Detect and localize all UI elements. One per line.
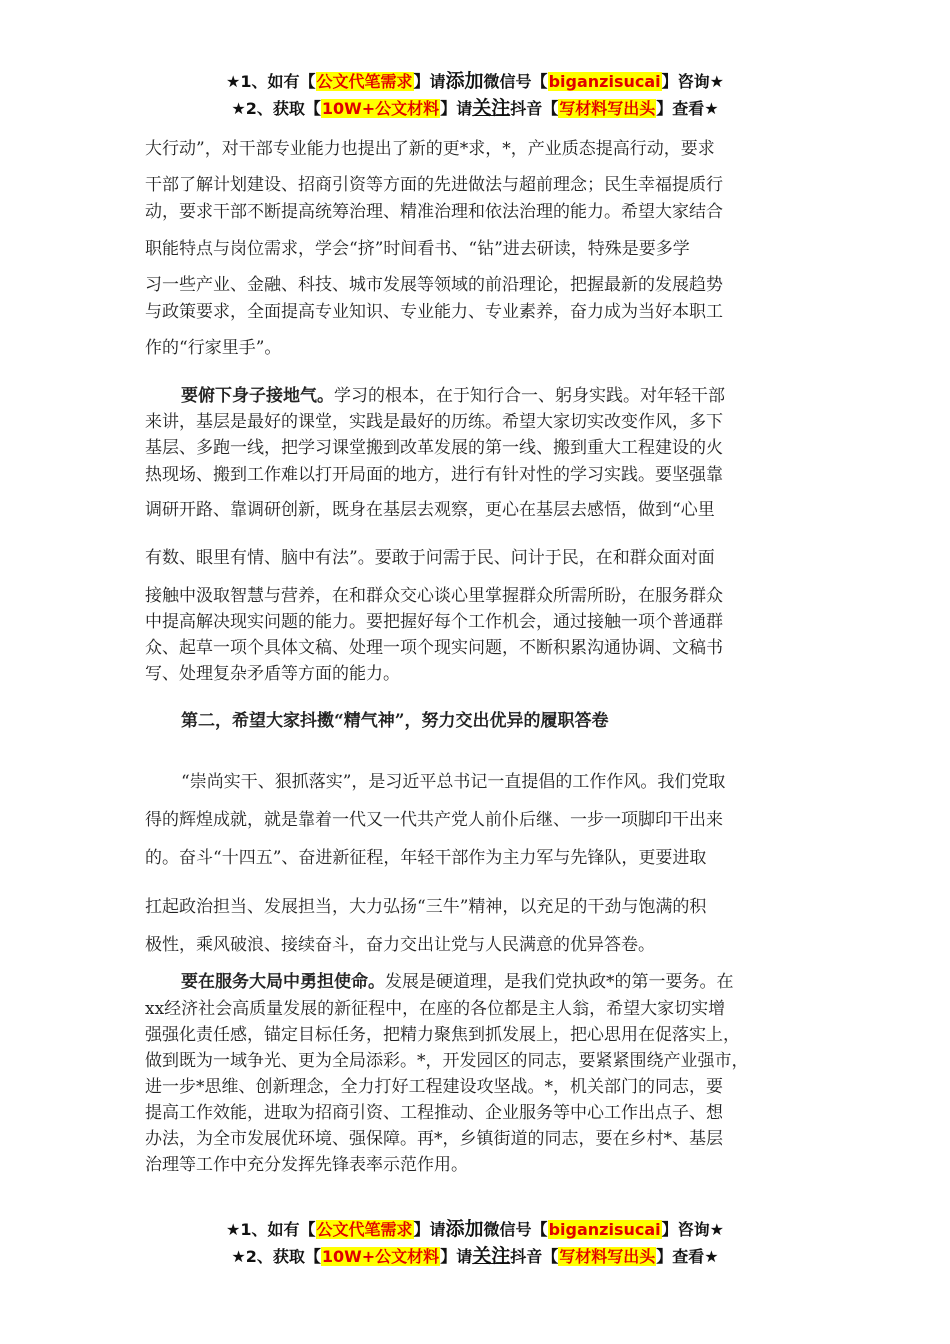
text-line [145,197,723,222]
banner-text: 】查看★ [656,1247,719,1266]
bold-lead: 要俯下身子接地气。 [181,386,334,406]
banner-text: 】请 [440,99,473,118]
line-text: 调研开路、靠调研创新，既身在基层去观察，更心在基层去感悟，做到“心里 [145,500,715,520]
line-text: 众、起草一项个具体文稿、处理一项个现实问题，不断积累沟通协调、文稿书 [145,638,723,658]
banner-line-1 [0,68,950,95]
line-text: 动，要求干部不断提高统筹治理、精准治理和依法治理的能力。希望大家结合 [145,202,723,222]
banner-text: 】查看★ [656,99,719,118]
banner-line-2 [0,95,950,122]
line-text: 学习的根本，在于知行合一、躬身实践。对年轻干部 [334,386,725,406]
footer-banner [0,1216,950,1270]
header-banner [0,68,950,122]
line-text: 写、处理复杂矛盾等方面的能力。 [145,664,400,684]
banner-text: ★1、如有【 [226,72,316,91]
text-line [145,659,400,684]
line-text: 来讲，基层是最好的课堂，实践是最好的历练。希望大家切实改变作风，多下 [145,412,723,432]
line-text: 进一步*思维、创新理念，全力打好工程建设攻坚战。*，机关部门的同志，要 [145,1077,723,1097]
text-line [181,767,725,792]
text-line [145,333,281,358]
banner-text: 微信号【 [483,1220,548,1239]
line-text: 热现场、搬到工作难以打开局面的地方，进行有针对性的学习实践。要坚强靠 [145,465,723,485]
banner-text: ★2、获取【 [231,99,321,118]
text-line [145,1150,468,1175]
text-line [145,1020,740,1045]
line-text: 作的“行家里手”。 [145,338,282,358]
text-line [145,892,706,917]
text-line [145,1098,723,1123]
text-line [145,297,723,322]
text-line [145,495,715,520]
highlight-service: 公文代笔需求 [316,72,413,91]
banner-text: 】咨询★ [661,1220,724,1239]
text-line [181,381,725,406]
line-text: 有数、眼里有情、脑中有法”。要敢于问需于民、问计于民，在和群众面对面 [145,548,715,568]
line-text: xx经济社会高质量发展的新征程中，在座的各位都是主人翁，希望大家切实增 [145,999,726,1019]
line-text: 治理等工作中充分发挥先锋表率示范作用。 [145,1155,468,1175]
line-text: 中提高解决现实问题的能力。要把握好每个工作机会，通过接触一项个普通群 [145,612,723,632]
text-line [145,1124,723,1149]
text-line [145,433,723,458]
banner-text: 】请 [413,1220,446,1239]
banner-text: 】请 [413,72,446,91]
line-text: 接触中汲取智慧与营养，在和群众交心谈心里掌握群众所需所盼，在服务群众 [145,586,723,606]
line-text: 基层、多跑一线，把学习课堂搬到改革发展的第一线、搬到重大工程建设的火 [145,438,723,458]
highlight-douyin: 写材料写出头 [559,99,656,118]
banner-text: ★1、如有【 [226,1220,316,1239]
line-text: 干部了解计划建设、招商引资等方面的先进做法与超前理念；民生幸福提质行 [145,175,723,195]
text-line [145,930,655,955]
highlight-wechat-id: biganzisucai [548,1220,661,1239]
banner-text: 抖音【 [510,1247,559,1266]
banner-line-1 [0,1216,950,1243]
line-text: 的。奋斗“十四五”、奋进新征程，年轻干部作为主力军与先锋队，更要进取 [145,848,707,868]
banner-text: 抖音【 [510,99,559,118]
line-text: 做到既为一域争光、更为全局添彩。*，开发园区的同志，要紧紧围绕产业强市， [145,1051,749,1071]
line-text: 大行动”，对干部专业能力也提出了新的更*求，*，产业质态提高行动，要求 [145,139,715,159]
highlight-materials: 10W+公文材料 [321,1247,440,1266]
banner-text: 】请 [440,1247,473,1266]
text-line [145,805,723,830]
text-line [145,843,706,868]
highlight-service: 公文代笔需求 [316,1220,413,1239]
text-line [145,1046,749,1071]
line-text: 极性，乘风破浪、接续奋斗，奋力交出让党与人民满意的优异答卷。 [145,935,655,955]
line-text: 与政策要求，全面提高专业知识、专业能力、专业素养，奋力成为当好本职工 [145,302,723,322]
line-text: 职能特点与岗位需求，学会“挤”时间看书、“钻”进去研读，特殊是要多学 [145,239,690,259]
text-line [145,170,723,195]
banner-text: 】咨询★ [661,72,724,91]
text-line [145,994,725,1019]
text-line [145,607,723,632]
text-line [145,460,723,485]
line-text: 提高工作效能，进取为招商引资、工程推动、企业服务等中心工作出点子、想 [145,1103,723,1123]
banner-text: ★2、获取【 [231,1247,321,1266]
text-line [145,543,715,568]
text-line [145,134,715,159]
bold-lead: 第二，希望大家抖擞“精气神”，努力交出优异的履职答卷 [181,711,609,731]
text-line [145,581,723,606]
banner-emphasis: 关注 [472,1245,511,1267]
line-text: “崇尚实干、狠抓落实”，是习近平总书记一直提倡的工作作风。我们党取 [181,772,726,792]
banner-text: 微信号【 [483,72,548,91]
text-line [181,967,734,992]
line-text: 强强化责任感，锚定目标任务，把精力聚焦到抓发展上，把心思用在促落实上， [145,1025,740,1045]
text-line [145,633,723,658]
text-line [145,234,690,259]
highlight-wechat-id: biganzisucai [548,72,661,91]
highlight-materials: 10W+公文材料 [321,99,440,118]
highlight-douyin: 写材料写出头 [559,1247,656,1266]
line-text: 发展是硬道理，是我们党执政*的第一要务。在 [385,972,734,992]
banner-emphasis: 添加 [445,1218,484,1240]
banner-emphasis: 关注 [472,97,511,119]
bold-lead: 要在服务大局中勇担使命。 [181,972,385,992]
line-text: 办法，为全市发展优环境、强保障。再*，乡镇街道的同志，要在乡村*、基层 [145,1129,723,1149]
banner-emphasis: 添加 [445,70,484,92]
banner-line-2 [0,1243,950,1270]
text-line [145,407,723,432]
text-line [145,270,723,295]
text-line [181,706,609,731]
line-text: 扛起政治担当、发展担当，大力弘扬“三牛”精神，以充足的干劲与饱满的积 [145,897,707,917]
line-text: 习一些产业、金融、科技、城市发展等领域的前沿理论，把握最新的发展趋势 [145,275,723,295]
line-text: 得的辉煌成就，就是靠着一代又一代共产党人前仆后继、一步一项脚印干出来 [145,810,723,830]
text-line [145,1072,723,1097]
